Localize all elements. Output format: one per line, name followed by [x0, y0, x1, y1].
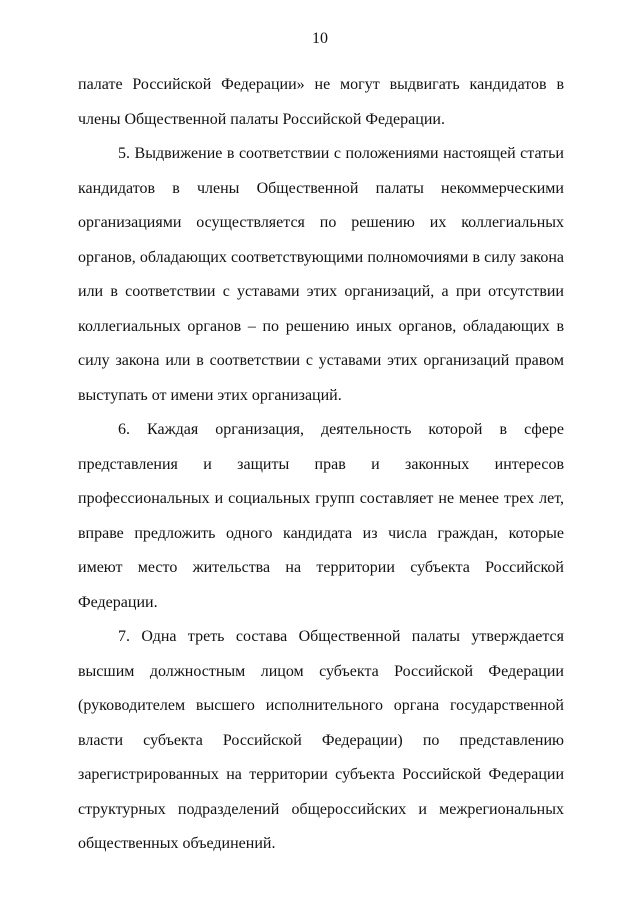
paragraph-5: 5. Выдвижение в соответствии с положениями настоящей статьи кандидатов в члены Общественной палаты некоммерческими организациями осуществляется по решению их коллегиальных органов, обладающих соответствующими полномочиями в силу закона или в соответствии с уставами этих организаций, а при отсутствии коллегиальных органов – по решению иных органов, обладающих в силу закона или в соответствии с уставами этих организаций правом выступать от имени этих организаций. — [78, 145, 564, 404]
paragraph-continuation: палате Российской Федерации» не могут выдвигать кандидатов в члены Общественной палаты Российской Федерации. — [78, 76, 564, 128]
paragraph-7: 7. Одна треть состава Общественной палаты утверждается высшим должностным лицом субъекта Российской Федерации (руководителем высшего исполнительного органа государственной власти субъекта Российской Федерации) по представлению зарегистрированных на территории субъекта Российской Федерации структурных подразделений общероссийских и межрегиональных общественных объединений. — [78, 628, 564, 852]
page-number: 10 — [312, 30, 328, 47]
document-body — [78, 68, 564, 862]
paragraph-6: 6. Каждая организация, деятельность которой в сфере представления и защиты прав и законных интересов профессиональных и социальных групп составляет не менее трех лет, вправе предложить одного кандидата из числа граждан, которые имеют место жительства на территории субъекта Российской Федерации. — [78, 421, 564, 611]
